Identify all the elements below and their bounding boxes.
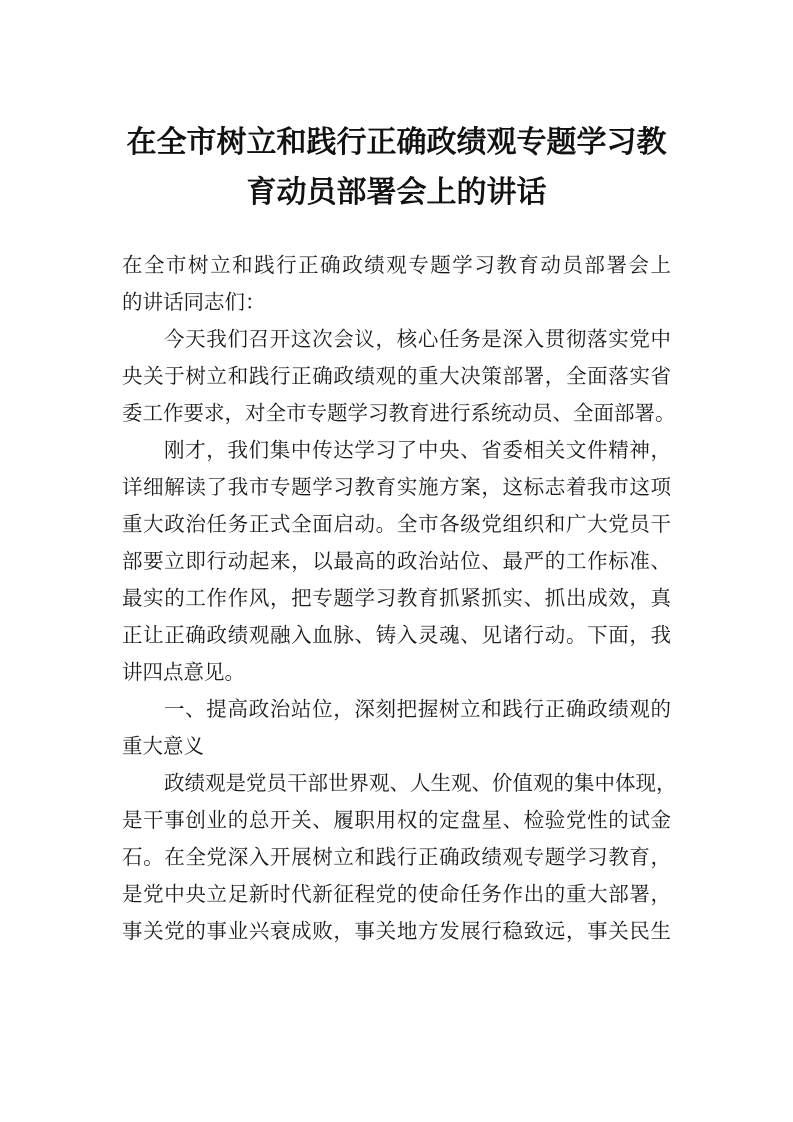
body-line: 讲四点意见。 [122, 660, 245, 684]
section-heading-line: 一、提高政治站位，深刻把握树立和践行正确政绩观的 [164, 697, 671, 721]
body-line: 是干事创业的总开关、履职用权的定盘星、检验党性的试金 [122, 808, 671, 832]
body-line: 详细解读了我市专题学习教育实施方案，这标志着我市这项 [122, 475, 671, 499]
body-line: 刚才，我们集中传达学习了中央、省委相关文件精神， [164, 438, 671, 462]
body-line: 石。在全党深入开展树立和践行正确政绩观专题学习教育， [122, 845, 671, 869]
body-line: 重大政治任务正式全面启动。全市各级党组织和广大党员干 [122, 512, 671, 536]
document-body [122, 247, 677, 950]
body-line: 央关于树立和践行正确政绩观的重大决策部署，全面落实省 [122, 364, 671, 388]
body-line: 委工作要求，对全市专题学习教育进行系统动员、全面部署。 [122, 401, 676, 425]
section-heading-line: 重大意义 [122, 734, 204, 758]
body-line: 部要立即行动起来，以最高的政治站位、最严的工作标准、 [122, 549, 671, 573]
body-line: 正让正确政绩观融入血脉、铸入灵魂、见诸行动。下面，我 [122, 623, 671, 647]
body-line: 的讲话同志们： [122, 290, 266, 314]
body-line: 是党中央立足新时代新征程党的使命任务作出的重大部署， [122, 882, 671, 906]
document-title-line-2: 育动员部署会上的讲话 [246, 175, 547, 210]
body-line: 今天我们召开这次会议，核心任务是深入贯彻落实党中 [164, 327, 671, 351]
document-title-line-1: 在全市树立和践行正确政绩观专题学习教 [126, 125, 667, 160]
body-line: 最实的工作作风，把专题学习教育抓紧抓实、抓出成效，真 [122, 586, 671, 610]
body-line: 事关党的事业兴衰成败，事关地方发展行稳致远，事关民生 [122, 919, 671, 943]
body-line: 在全市树立和践行正确政绩观专题学习教育动员部署会上 [122, 253, 671, 277]
body-line: 政绩观是党员干部世界观、人生观、价值观的集中体现， [164, 771, 677, 795]
